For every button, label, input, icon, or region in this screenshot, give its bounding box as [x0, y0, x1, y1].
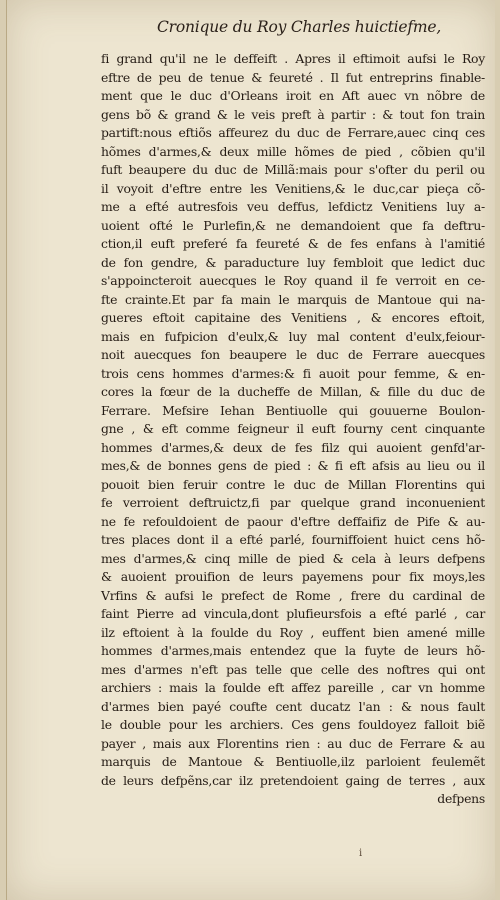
text-line: le double pour les archiers. Ces gens fouldoyez falloit biẽ [101, 717, 485, 732]
text-line: ment que le duc d'Orleans iroit en Aft auec vn nõbre de [101, 88, 485, 103]
text-line: de fon gendre, & paraducture luy fembloit que ledict duc [101, 254, 485, 270]
text-line: mes,& de bonnes gens de pied : & fi eft afsis au lieu ou il [101, 458, 485, 473]
text-line: partift:nous eftiõs affeurez du duc de Ferrare,auec cinq ces [101, 125, 485, 140]
text-line: d'armes bien payé coufte cent ducatz l'an : & nous fault [101, 698, 485, 714]
text-line: Vrfins & aufsi le prefect de Rome , frere du cardinal de [101, 587, 485, 603]
text-line: Ferrare. Mefsire Iehan Bentiuolle qui gouuerne Boulon- [101, 402, 485, 418]
text-line: noit auecques fon beaupere le duc de Ferrare auecques [101, 347, 485, 362]
text-line: gne , & eft comme feigneur il euft fourny cent cinquante [101, 421, 485, 436]
text-line: uoient ofté le Purlefin,& ne demandoient que fa deftru- [101, 217, 485, 233]
text-line: s'appoincteroit auecques le Roy quand il fe verroit en ce- [101, 273, 485, 288]
text-line: fi grand qu'il ne le deffeift . Apres il eftimoit aufsi le Roy [101, 51, 485, 66]
text-line: il voyoit d'eftre entre les Venitiens,& le duc,car pieça cõ- [101, 180, 485, 196]
text-line: gens bõ & grand & le veis preft à partir : & tout fon train [101, 106, 485, 122]
text-line: cores la fœur de la ducheffe de Millan, & fille du duc de [101, 384, 485, 399]
text-line: hommes d'armes,mais entendez que la fuyte de leurs hõ- [101, 643, 485, 658]
text-line: ne fe refouldoient de paour d'eftre deffaifiz de Pife & au- [101, 513, 485, 529]
catchword: defpens [437, 791, 485, 806]
text-line: faint Pierre ad vincula,dont plufieursfois a efté parlé , car [101, 606, 485, 621]
text-line: mes d'armes,& cinq mille de pied & cela à leurs defpens [101, 550, 485, 566]
text-line: gueres eftoit capitaine des Venitiens , & encores eftoit, [101, 310, 485, 325]
running-head: Cronique du Roy Charles huictiefme, [157, 18, 442, 36]
text-line: ilz eftoient à la foulde du Roy , euffent bien amené mille [101, 624, 485, 640]
text-line: fe verroient deftruictz,fi par quelque grand inconuenient [101, 495, 485, 510]
text-line: trois cens hommes d'armes:& fi auoit pour femme, & en- [101, 365, 485, 381]
text-line: eftre de peu de tenue & feureté . Il fut entreprins finable- [101, 69, 485, 85]
book-page [6, 0, 495, 900]
text-line: tres places dont il a efté parlé, fourniffoient huict cens hõ- [101, 532, 485, 547]
text-line: mais en fufpicion d'eulx,& luy mal content d'eulx,feiour- [101, 328, 485, 344]
text-line: archiers : mais la foulde eft affez pareille , car vn homme [101, 680, 485, 695]
folio-mark: i [359, 848, 363, 859]
text-line: marquis de Mantoue & Bentiuolle,ilz parloient feulemẽt [101, 754, 485, 769]
text-line: payer , mais aux Florentins rien : au duc de Ferrare & au [101, 735, 485, 751]
text-line: hõmes d'armes,& deux mille hõmes de pied , cõbien qu'il [101, 143, 485, 159]
text-line: fuft beaupere du duc de Millã:mais pour s'ofter du peril ou [101, 162, 485, 177]
text-line: pouoit bien feruir contre le duc de Millan Florentins qui [101, 476, 485, 492]
text-line: mes d'armes n'eft pas telle que celle des noftres qui ont [101, 661, 485, 677]
text-line: ction,il euft preferé fa feureté & de fes enfans à l'amitié [101, 236, 485, 251]
text-line: de leurs defpẽns,car ilz pretendoient gaing de terres , aux [101, 772, 485, 788]
text-block [101, 50, 485, 809]
text-line: fte crainte.Et par fa main le marquis de Mantoue qui na- [101, 291, 485, 307]
text-line: & auoient prouifion de leurs payemens pour fix moys,les [101, 569, 485, 584]
text-line: hommes d'armes,& deux de fes filz qui auoient genfd'ar- [101, 439, 485, 455]
text-line: me a efté autresfois veu deffus, lefdictz Venitiens luy a- [101, 199, 485, 214]
